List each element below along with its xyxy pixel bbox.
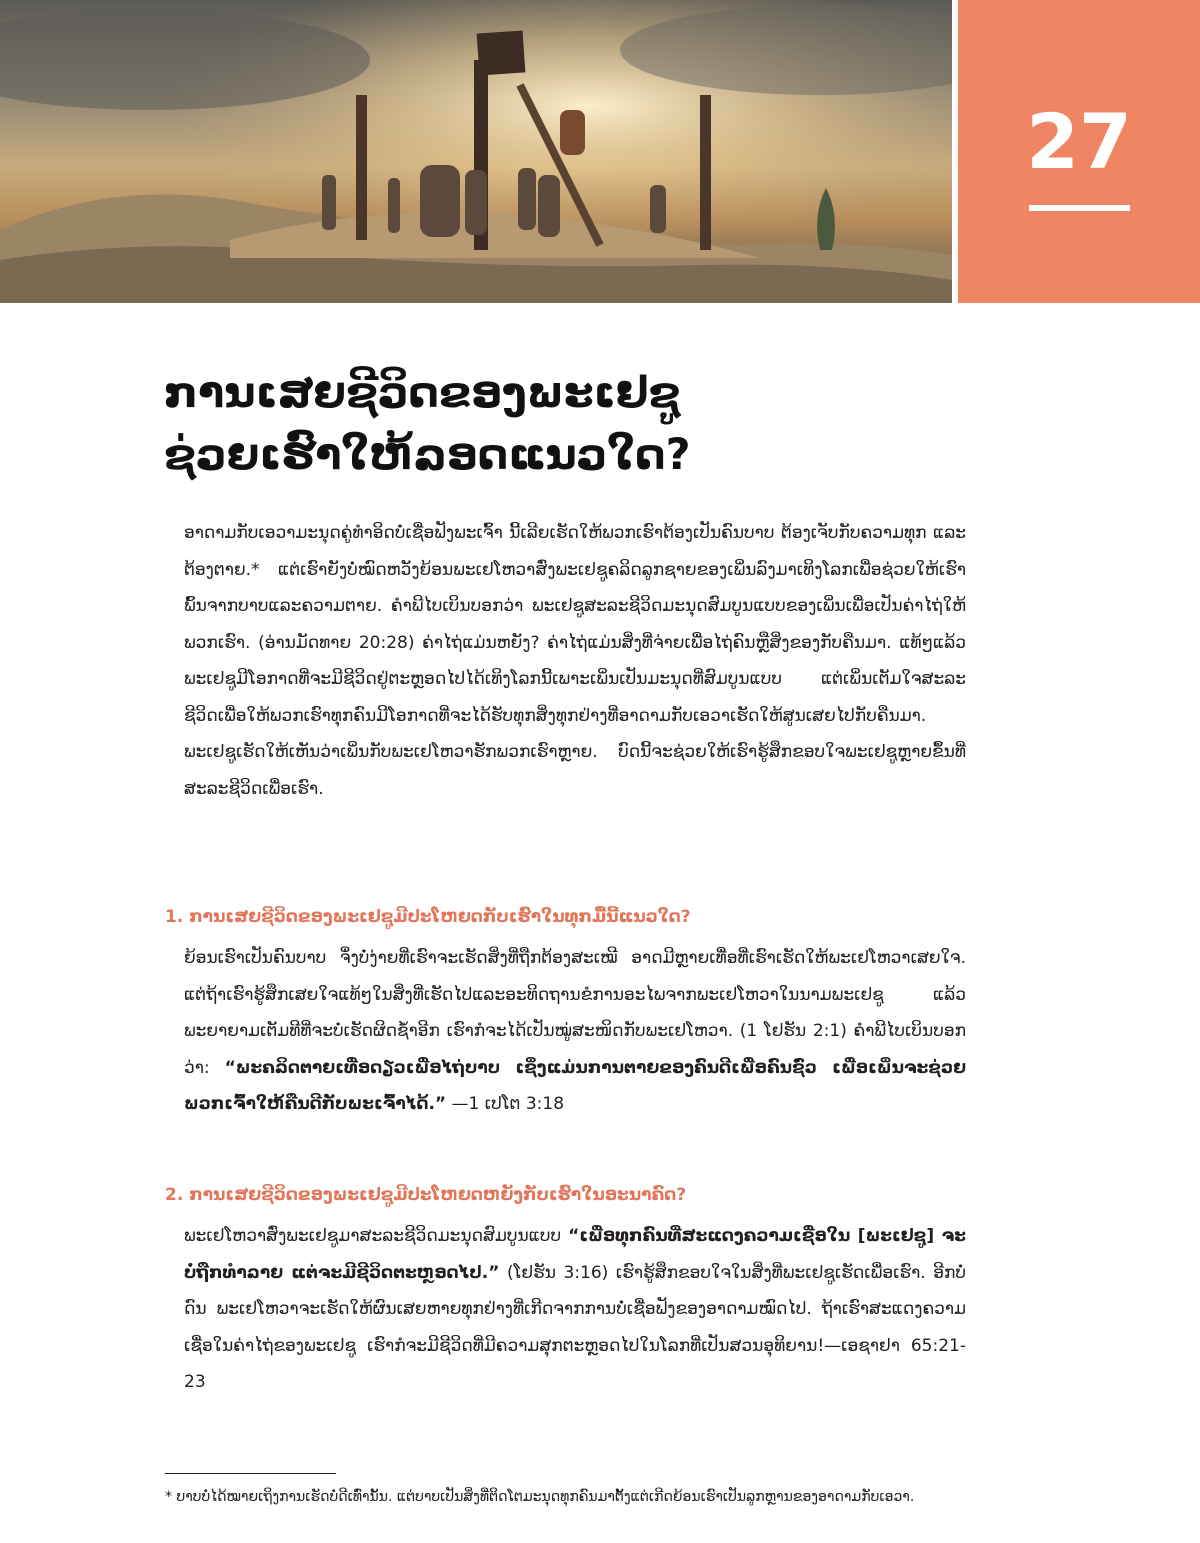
crucifixion-scene-illustration bbox=[0, 0, 952, 303]
answer-2-quote: “ເພື່ອທຸກຄົນທີ່ສະແດງຄວາມເຊື່ອໃນ [ພະເຢຊູ] ຈະບໍ່ຖືກທຳລາຍ ແຕ່ຈະມີຊີວິດຕະຫຼອດໄປ.” bbox=[184, 1226, 966, 1283]
intro-section bbox=[184, 515, 966, 807]
intro-paragraph: ອາດາມກັບເອວາມະນຸດຄູ່ທຳອິດບໍ່ເຊື່ອຟັງພະເຈົ້າ ນີ້ເລີຍເຮັດໃຫ້ພວກເຮົາຕ້ອງເປັນຄົນບາບ ຕ້ອງເຈັບກັບຄວາມທຸກ ແລະຕ້ອງຕາຍ.* ແຕ່ເຮົາຍັງບໍ່ໝົດຫວັງຍ້ອນພະເຢໂຫວາສົ່ງພະເຢຊູຄລິດລູກຊາຍຂອງເພິ່ນລົງມາເທິງໂລກເພື່ອຊ່ວຍໃຫ້ເຮົາພົ້ນຈາກບາບແລະຄວາມຕາຍ. ຄຳພີໄບເບິນບອກວ່າ ພະເຢຊູສະລະຊີວິດມະນຸດສົມບູນແບບຂອງເພິ່ນເພື່ອເປັນຄ່າໄຖ່ໃຫ້ພວກເຮົາ. (ອ່ານມັດທາຍ 20:28) ຄ່າໄຖ່ແມ່ນຫຍັງ? ຄ່າໄຖ່ແມ່ນສິ່ງທີ່ຈ່າຍເພື່ອໄຖ່ຄົນຫຼືສິ່ງຂອງກັບຄືນມາ. ແທ້ໆແລ້ວພະເຢຊູມີໂອກາດທີ່ຈະມີຊີວິດຢູ່ຕະຫຼອດໄປໄດ້ເທິງໂລກນີ້ເພາະເພິ່ນເປັນມະນຸດທີ່ສົມບູນແບບ ແຕ່ເພິ່ນເຕັມໃຈສະລະຊີວິດເພື່ອໃຫ້ພວກເຮົາທຸກຄົນມີໂອກາດທີ່ຈະໄດ້ຮັບທຸກສິ່ງທຸກຢ່າງທີ່ອາດາມກັບເອວາເຮັດໃຫ້ສູນເສຍໄປກັບຄືນມາ. ພະເຢຊູເຮັດໃຫ້ເຫັນວ່າເພິ່ນກັບພະເຢໂຫວາຮັກພວກເຮົາຫຼາຍ. ບົດນີ້ຈະຊ່ວຍໃຫ້ເຮົາຮູ້ສຶກຂອບໃຈພະເຢຊູຫຼາຍຂຶ້ນທີ່ສະລະຊີວິດເພື່ອເຮົາ. bbox=[184, 523, 966, 799]
answer-1 bbox=[184, 940, 966, 1123]
title-line-1: ການເສຍຊີວິດຂອງພະເຢຊູ bbox=[164, 368, 681, 418]
hero-image bbox=[0, 0, 952, 303]
answer-2-ref: (ໂຢຮັນ 3:16) ເຮົາຮູ້ສຶກຂອບໃຈໃນສິ່ງທີ່ພະເຢຊູເຮັດເພື່ອເຮົາ. ອີກບໍ່ດົນ ພະເຢໂຫວາຈະເຮັດໃຫ້ຜົນເສຍຫາຍທຸກຢ່າງທີ່ເກີດຈາກການບໍ່ເຊື່ອຟັງຂອງອາດາມໝົດໄປ. ຖ້າເຮົາສະແດງຄວາມເຊື່ອໃນຄ່າໄຖ່ຂອງພະເຢຊູ ເຮົາກໍຈະມີຊີວິດທີ່ມີຄວາມສຸກຕະຫຼອດໄປໃນໂລກທີ່ເປັນສວນອຸທິຍານ!—ເອຊາຢາ 65:21-23 bbox=[184, 1262, 966, 1392]
chapter-badge bbox=[958, 0, 1200, 303]
page-title bbox=[164, 362, 964, 486]
footnote: * ບາບບໍ່ໄດ້ໝາຍເຖິງການເຮັດບໍ່ດີເທົ່ານັ້ນ. ແຕ່ບາບເປັນສິ່ງທີ່ຕິດໂຕມະນຸດທຸກຄົນມາຕັ້ງແຕ່ເກີດຍ້ອນເຮົາເປັນລູກຫຼານຂອງອາດາມກັບເອວາ. bbox=[165, 1489, 915, 1505]
question-2: 2. ການເສຍຊີວິດຂອງພະເຢຊູມີປະໂຫຍດຫຍັງກັບເຮົາໃນອະນາຄົດ? bbox=[165, 1185, 687, 1205]
chapter-underline bbox=[1029, 205, 1130, 211]
answer-1-ref: —1 ເປໂຕ 3:18 bbox=[446, 1094, 565, 1114]
answer-1-quote: “ພະຄລິດຕາຍເທື່ອດຽວເພື່ອໄຖ່ບາບ ເຊິ່ງແມ່ນການຕາຍຂອງຄົນດີເພື່ອຄົນຊົ່ວ ເພື່ອເພິ່ນຈະຊ່ວຍພວກເຈົ້າໃຫ້ຄືນດີກັບພະເຈົ້າໄດ້.” bbox=[184, 1057, 966, 1114]
title-line-2: ຊ່ວຍເຮົາໃຫ້ລອດແນວໃດ? bbox=[164, 430, 691, 480]
answer-2 bbox=[184, 1218, 966, 1401]
answer-1-text: ຍ້ອນເຮົາເປັນຄົນບາບ ຈຶ່ງບໍ່ງ່າຍທີ່ເຮົາຈະເຮັດສິ່ງທີ່ຖືກຕ້ອງສະເໝີ ອາດມີຫຼາຍເທື່ອທີ່ເຮົາເຮັດໃຫ້ພະເຢໂຫວາເສຍໃຈ. ແຕ່ຖ້າເຮົາຮູ້ສຶກເສຍໃຈແທ້ໆໃນສິ່ງທີ່ເຮັດໄປແລະອະທິດຖານຂໍການອະໄພຈາກພະເຢໂຫວາໃນນາມພະເຢຊູ ແລ້ວພະຍາຍາມເຕັມທີທີ່ຈະບໍ່ເຮັດຜິດຊ້ຳອີກ ເຮົາກໍຈະໄດ້ເປັນໝູ່ສະໜິດກັບພະເຢໂຫວາ. (1 ໂຢຮັນ 2:1) ຄຳພີໄບເບິນບອກວ່າ: bbox=[184, 948, 966, 1078]
question-1: 1. ການເສຍຊີວິດຂອງພະເຢຊູມີປະໂຫຍດກັບເຮົາໃນທຸກມື້ນີ້ແນວໃດ? bbox=[165, 907, 691, 927]
chapter-number: 27 bbox=[1026, 97, 1132, 186]
footnote-divider bbox=[165, 1473, 336, 1474]
answer-2-text: ພະເຢໂຫວາສົ່ງພະເຢຊູມາສະລະຊີວິດມະນຸດສົມບູນແບບ bbox=[184, 1226, 569, 1246]
